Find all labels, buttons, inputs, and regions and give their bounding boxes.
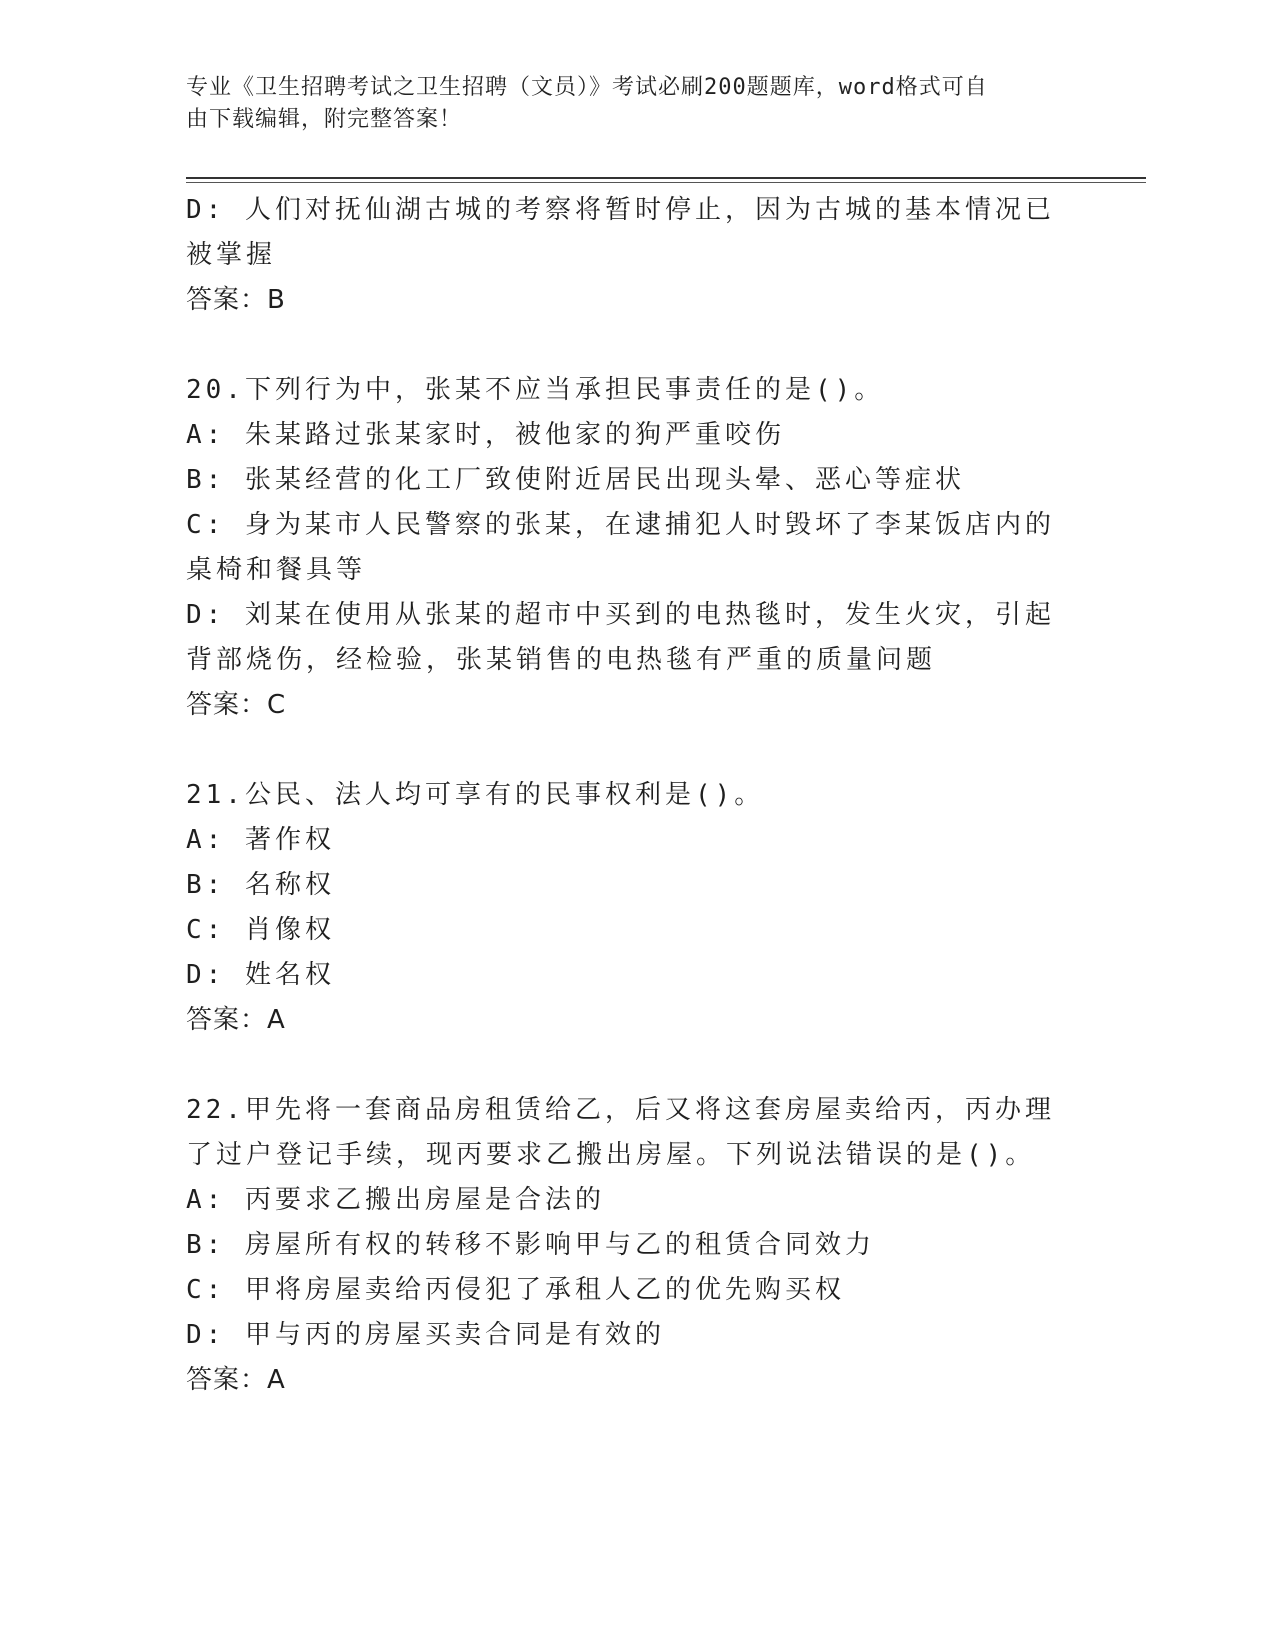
- option-d: D: 刘某在使用从张某的超市中买到的电热毯时，发生火灾，引起背部烧伤，经检验，张某销售的电热毯有严重的质量问题: [186, 600, 1055, 675]
- answer-line: 答案：A: [186, 1005, 286, 1035]
- option-a: A: 丙要求乙搬出房屋是合法的: [186, 1185, 605, 1215]
- question-22: [186, 1088, 1076, 1403]
- question-stem: 21.公民、法人均可享有的民事权利是()。: [186, 780, 765, 810]
- question-21: [186, 773, 1076, 1043]
- option-d: D: 姓名权: [186, 960, 335, 990]
- option-c: C: 甲将房屋卖给丙侵犯了承租人乙的优先购买权: [186, 1275, 845, 1305]
- option-d: D: 人们对抚仙湖古城的考察将暂时停止，因为古城的基本情况已被掌握: [186, 195, 1055, 270]
- answer-line: 答案：C: [186, 690, 287, 720]
- question-stem: 22.甲先将一套商品房租赁给乙，后又将这套房屋卖给丙，丙办理了过户登记手续，现丙要求乙搬出房屋。下列说法错误的是()。: [186, 1095, 1055, 1170]
- option-a: A: 著作权: [186, 825, 335, 855]
- option-b: B: 名称权: [186, 870, 335, 900]
- answer-line: 答案：B: [186, 285, 286, 315]
- page-header: [186, 72, 1066, 136]
- option-b: B: 房屋所有权的转移不影响甲与乙的租赁合同效力: [186, 1230, 875, 1260]
- previous-question-tail: [186, 188, 1076, 323]
- header-divider-thin: [186, 182, 1146, 183]
- option-a: A: 朱某路过张某家时，被他家的狗严重咬伤: [186, 420, 785, 450]
- answer-line: 答案：A: [186, 1365, 286, 1395]
- header-divider-thick: [186, 177, 1146, 179]
- option-c: C: 肖像权: [186, 915, 335, 945]
- header-line-2: 由下载编辑，附完整答案！: [186, 107, 463, 132]
- option-d: D: 甲与丙的房屋买卖合同是有效的: [186, 1320, 665, 1350]
- question-content: [186, 188, 1076, 1403]
- question-20: [186, 368, 1076, 728]
- header-line-1: 专业《卫生招聘考试之卫生招聘（文员）》考试必刷200题题库，word格式可自: [186, 75, 988, 100]
- option-b: B: 张某经营的化工厂致使附近居民出现头晕、恶心等症状: [186, 465, 965, 495]
- option-c: C: 身为某市人民警察的张某，在逮捕犯人时毁坏了李某饭店内的桌椅和餐具等: [186, 510, 1055, 585]
- question-stem: 20.下列行为中，张某不应当承担民事责任的是()。: [186, 375, 885, 405]
